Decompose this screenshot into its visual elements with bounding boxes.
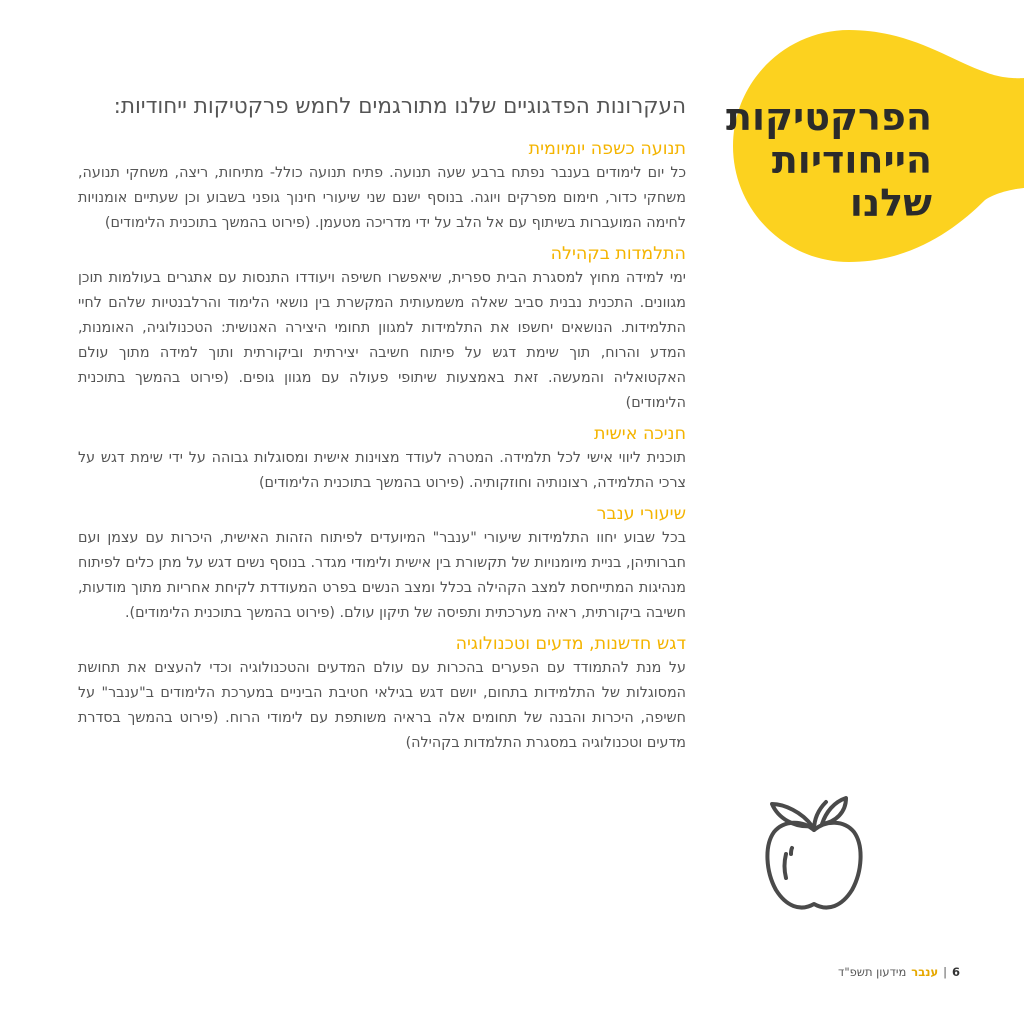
apple-icon — [762, 792, 866, 914]
practice-body: על מנת להתמודד עם הפערים בהכרות עם עולם המדעים והטכנולוגיה וכדי להעצים את תחושת המסוגלות של התלמידות בתחום, יושם דגש בגילאי חטיבת הביניים במערכת הלימודים ב"ענבר" על חשיפה, היכרות והבנה של תחומים אלה בראיה משותפת עם לימודי הרוח. (פירוט בהמשך בסדרת מדעים וטכנולוגיה במסגרת התלמדות בקהילה) — [78, 660, 686, 751]
practice-body: בכל שבוע יחוו התלמידות שיעורי "ענבר" המיועדים לפיתוח הזהות האישית, היכרות עם עצמן ועם חברותיהן, בניית מיומנויות של תקשורת בין אישית ולימודי מגדר. בנוסף נשים דגש על מתן כלים לפיתוח מנהיגות המתייחסת למצב הקהילה בכלל ומצב הנשים בפרט המעודדת לקיחת אחריות מתוך מודעות, חשיבה ביקורתית, ראיה מערכתית ותפיסה של תיקון עולם. (פירוט בהמשך בתוכנית הלימודים). — [78, 530, 686, 621]
practice-section — [78, 137, 686, 236]
main-content — [78, 92, 686, 762]
practice-section — [78, 242, 686, 416]
practice-title: דגש חדשנות, מדעים וטכנולוגיה — [455, 634, 686, 654]
section-heading: הפרקטיקות הייחודיות שלנו — [726, 95, 932, 225]
practice-section — [78, 422, 686, 496]
page-footer — [838, 965, 960, 979]
practice-body: תוכנית ליווי אישי לכל תלמידה. המטרה לעודד מצוינות אישית ומסוגלות גבוהה על ידי שימת דגש על צרכי התלמידה, רצונותיה וחוזקותיה. (פירוט בהמשך בתוכנית הלימודים) — [78, 450, 686, 491]
practice-body: כל יום לימודים בענבר נפתח ברבע שעה תנועה. פתיח תנועה כולל- מתיחות, ריצה, משחקי תנועה, משחקי כדור, חימום מפרקים ויוגה. בנוסף ישנם שני שיעורי חינוך גופני בשבוע וכן שעתיים אומנויות לחימה המועברות בשיתוף עם אל הלב על ידי מדריכה מטעמן. (פירוט בהמשך בתוכנית הלימודים) — [78, 165, 686, 231]
practice-title: חניכה אישית — [593, 424, 686, 444]
practice-title: שיעורי ענבר — [596, 504, 686, 524]
practice-body: ימי למידה מחוץ למסגרת הבית ספרית, שיאפשרו חשיפה ויעודדו התנסות עם אתגרים בעולמות תוכן מגוונים. התכנית נבנית סביב שאלה משמעותית המקשרת בין נושאי הלימוד והרלבנטיות שלהם לחיי התלמידות. הנושאים יחשפו את התלמידות למגוון תחומי היצירה האנושית: הטכנולוגיה, האומנות, המדע והרוח, תוך שימת דגש על פיתוח חשיבה יצירתית וביקורתית ותוך למידה מתוך עולם האקטואליה והמעשה. זאת באמצעות שיתופי פעולה עם מגוון גופים. (פירוט בהמשך בתוכנית הלימודים) — [78, 270, 686, 411]
footer-separator: | — [943, 965, 947, 979]
intro-heading: העקרונות הפדגוגיים שלנו מתורגמים לחמש פרקטיקות ייחודיות: — [113, 94, 686, 119]
footer-doc-name: מידעון תשפ"ד — [838, 965, 907, 979]
practice-title: התלמדות בקהילה — [550, 244, 686, 264]
footer-brand: ענבר — [911, 965, 939, 979]
page-number: 6 — [951, 965, 960, 979]
practice-title: תנועה כשפה יומיומית — [528, 139, 686, 159]
practice-section — [78, 632, 686, 756]
practice-section — [78, 502, 686, 626]
